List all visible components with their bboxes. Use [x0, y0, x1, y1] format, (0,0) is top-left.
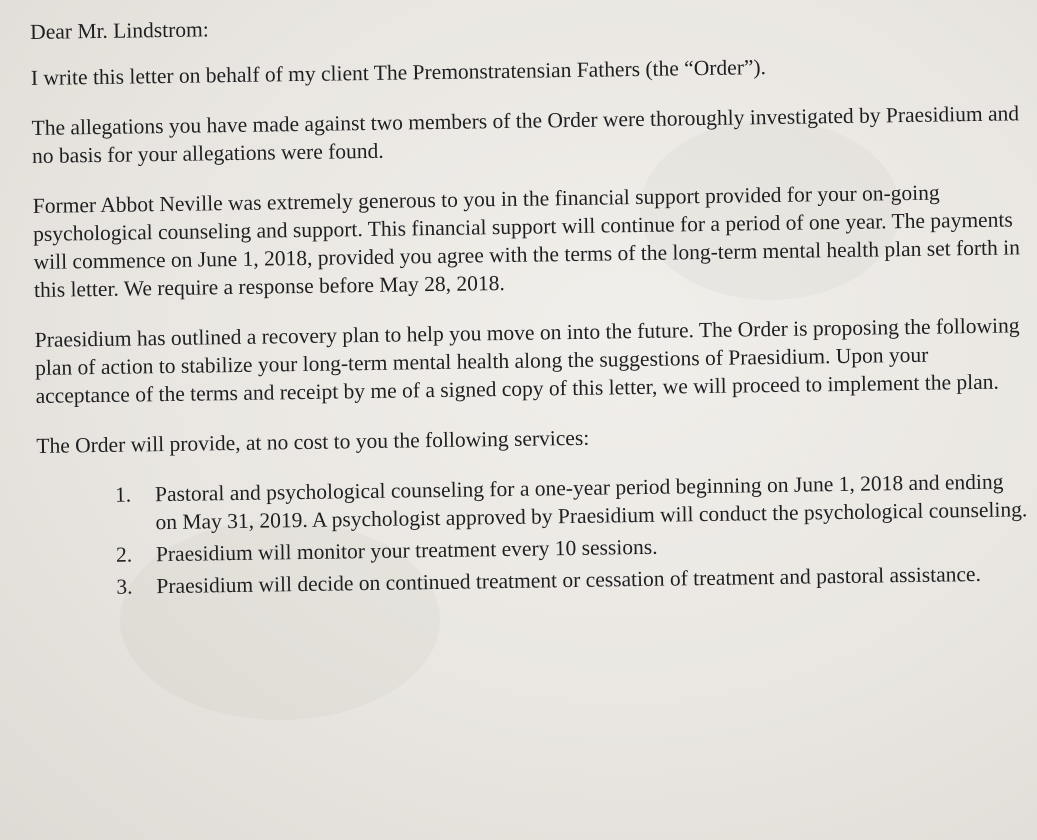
list-item-text: Praesidium will monitor your treatment every 10 sessions.: [155, 534, 658, 567]
paragraph-financial-support: Former Abbot Neville was extremely generous to you in the financial support provided for your on-going psychological counseling and support. This financial support will continue for a period of one year. The payments will commence on June 1, 2018, provided you agree with the terms of the long-term mental health plan set forth in this letter. We require a response before May 28, 2018.: [32, 180, 1021, 302]
paragraph-intro: I write this letter on behalf of my client The Premonstratensian Fathers (the “Order”).: [30, 55, 767, 90]
salutation: Dear Mr. Lindstrom:: [30, 17, 209, 44]
services-list: [37, 467, 1029, 602]
list-item-number: 2.: [115, 542, 133, 567]
paragraph-allegations: The allegations you have made against two members of the Order were thoroughly investigated by Praesidium and no basis for your allegations were found.: [31, 101, 1020, 168]
list-item-number: 1.: [114, 482, 132, 507]
list-item-text: Pastoral and psychological counseling for a one-year period beginning on June 1, 2018 and ending on May 31, 2019. A psychologist approved by Praesidium will conduct the psychological counseling.: [154, 469, 1028, 535]
letter-body: [30, 3, 1029, 606]
list-item: [37, 467, 1028, 538]
paragraph-recovery-plan: Praesidium has outlined a recovery plan to help you move on into the future. The Order is proposing the following plan of action to stabilize your long-term mental health along the suggestions of Praesidium. Upon your acceptance of the terms and receipt by me of a signed copy of this letter, we will proceed to implement the plan.: [34, 313, 1020, 408]
list-item-number: 3.: [116, 574, 133, 599]
list-item-text: Praesidium will decide on continued treatment or cessation of treatment and pastoral assistance.: [156, 561, 982, 599]
paragraph-services-intro: The Order will provide, at no cost to you the following services:: [36, 425, 590, 458]
